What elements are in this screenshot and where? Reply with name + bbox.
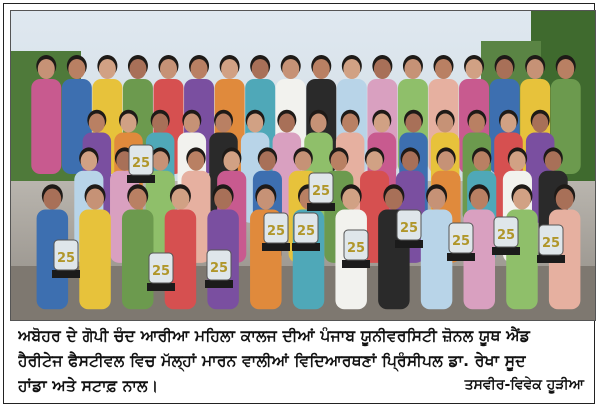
trophy-icon	[447, 223, 475, 261]
person-face	[152, 114, 168, 133]
person-body	[79, 210, 111, 310]
person-face	[435, 59, 452, 79]
person-face	[428, 189, 446, 210]
person-face	[221, 59, 238, 79]
person-face	[331, 151, 347, 170]
trophy-icon	[262, 213, 290, 251]
person-face	[509, 151, 525, 170]
person-face	[557, 59, 574, 79]
person-body	[31, 79, 61, 174]
trophy-label: 25	[131, 156, 151, 171]
caption-line-1: ਅਬੋਹਰ ਦੇ ਗੋਪੀ ਚੰਦ ਆਰੀਆ ਮਹਿਲਾ ਕਾਲਜ ਦੀਆਂ ਪੰਜਾਬ ਯੂਨੀਵਰਸਿਟੀ ਜ਼ੋਨਲ ਯੂਥ ਐਂਡ	[18, 327, 530, 345]
person-face	[496, 59, 513, 79]
trophy-label: 25	[151, 264, 171, 279]
caption-line-2: ਹੈਰੀਟੇਜ ਫੈਸਟੀਵਲ ਵਿਚ ਮੱਲ੍ਹਾਂ ਮਾਰਨ ਵਾਲੀਆਂ ਵਿਦਿਆਰਥਣਾਂ ਪ੍ਰਿੰਸੀਪਲ ਡਾ. ਰੇਖਾ ਸੂਦ	[18, 352, 526, 370]
person-face	[500, 114, 516, 133]
person-face	[310, 114, 326, 133]
trophy-icon	[342, 230, 370, 268]
person-face	[342, 114, 358, 133]
trophy-label: 25	[311, 184, 331, 199]
person-face	[374, 59, 391, 79]
person-face	[160, 59, 177, 79]
trophy-label: 25	[266, 224, 286, 239]
person-face	[527, 59, 544, 79]
person-face	[257, 189, 275, 210]
trophy-label: 25	[56, 251, 76, 266]
person-face	[184, 114, 200, 133]
person-face	[191, 59, 208, 79]
person-face	[99, 59, 116, 79]
person-face	[215, 114, 231, 133]
person-face	[405, 114, 421, 133]
trophy-label: 25	[496, 228, 516, 243]
person-face	[313, 59, 330, 79]
group-photo	[10, 10, 596, 321]
person-face	[343, 59, 360, 79]
person-face	[188, 151, 204, 170]
trophy-icon	[537, 225, 565, 263]
person-face	[466, 59, 483, 79]
person-face	[152, 151, 168, 170]
trophy-label: 25	[399, 221, 419, 236]
person-face	[402, 151, 418, 170]
person-face	[469, 114, 485, 133]
person-face	[545, 151, 561, 170]
trophy-icon	[307, 173, 335, 211]
person-face	[282, 59, 299, 79]
person-face	[295, 151, 311, 170]
person-face	[223, 151, 239, 170]
news-clipping	[3, 3, 595, 404]
trophy-icon	[492, 217, 520, 255]
person-face	[342, 189, 360, 210]
caption-line-3: ਹਾਂਡਾ ਅਤੇ ਸਟਾਫ਼ ਨਾਲ।	[18, 377, 159, 395]
trophy-icon	[292, 213, 320, 251]
group-photo-scene	[11, 11, 595, 320]
trophy-icon	[52, 240, 80, 278]
person-face	[404, 59, 421, 79]
person-face	[38, 59, 55, 79]
trophy-label: 25	[451, 234, 471, 249]
person-face	[437, 114, 453, 133]
person-face	[513, 189, 531, 210]
trophy-icon	[127, 145, 155, 183]
person-face	[385, 189, 403, 210]
trophy-icon	[395, 210, 423, 248]
person-face	[556, 189, 574, 210]
trophy-icon	[147, 253, 175, 291]
person-face	[279, 114, 295, 133]
person-face	[81, 151, 97, 170]
person-face	[171, 189, 189, 210]
person-face	[120, 114, 136, 133]
person-face	[470, 189, 488, 210]
trophy-icon	[205, 250, 233, 288]
person-face	[86, 189, 104, 210]
person-face	[43, 189, 61, 210]
person-face	[438, 151, 454, 170]
person-face	[532, 114, 548, 133]
photo-credit: ਤਸਵੀਰ-ਵਿਵੇਕ ਹੂੜੀਆ	[464, 377, 584, 393]
person-face	[259, 151, 275, 170]
person-face	[129, 59, 146, 79]
person-face	[366, 151, 382, 170]
trophy-label: 25	[346, 241, 366, 256]
person-face	[374, 114, 390, 133]
person-face	[473, 151, 489, 170]
person-face	[247, 114, 263, 133]
trophy-label: 25	[209, 261, 229, 276]
person-face	[68, 59, 85, 79]
trophy-label: 25	[541, 236, 561, 251]
person-face	[89, 114, 105, 133]
trophy-label: 25	[296, 224, 316, 239]
person-face	[214, 189, 232, 210]
person-face	[252, 59, 269, 79]
person-face	[129, 189, 147, 210]
